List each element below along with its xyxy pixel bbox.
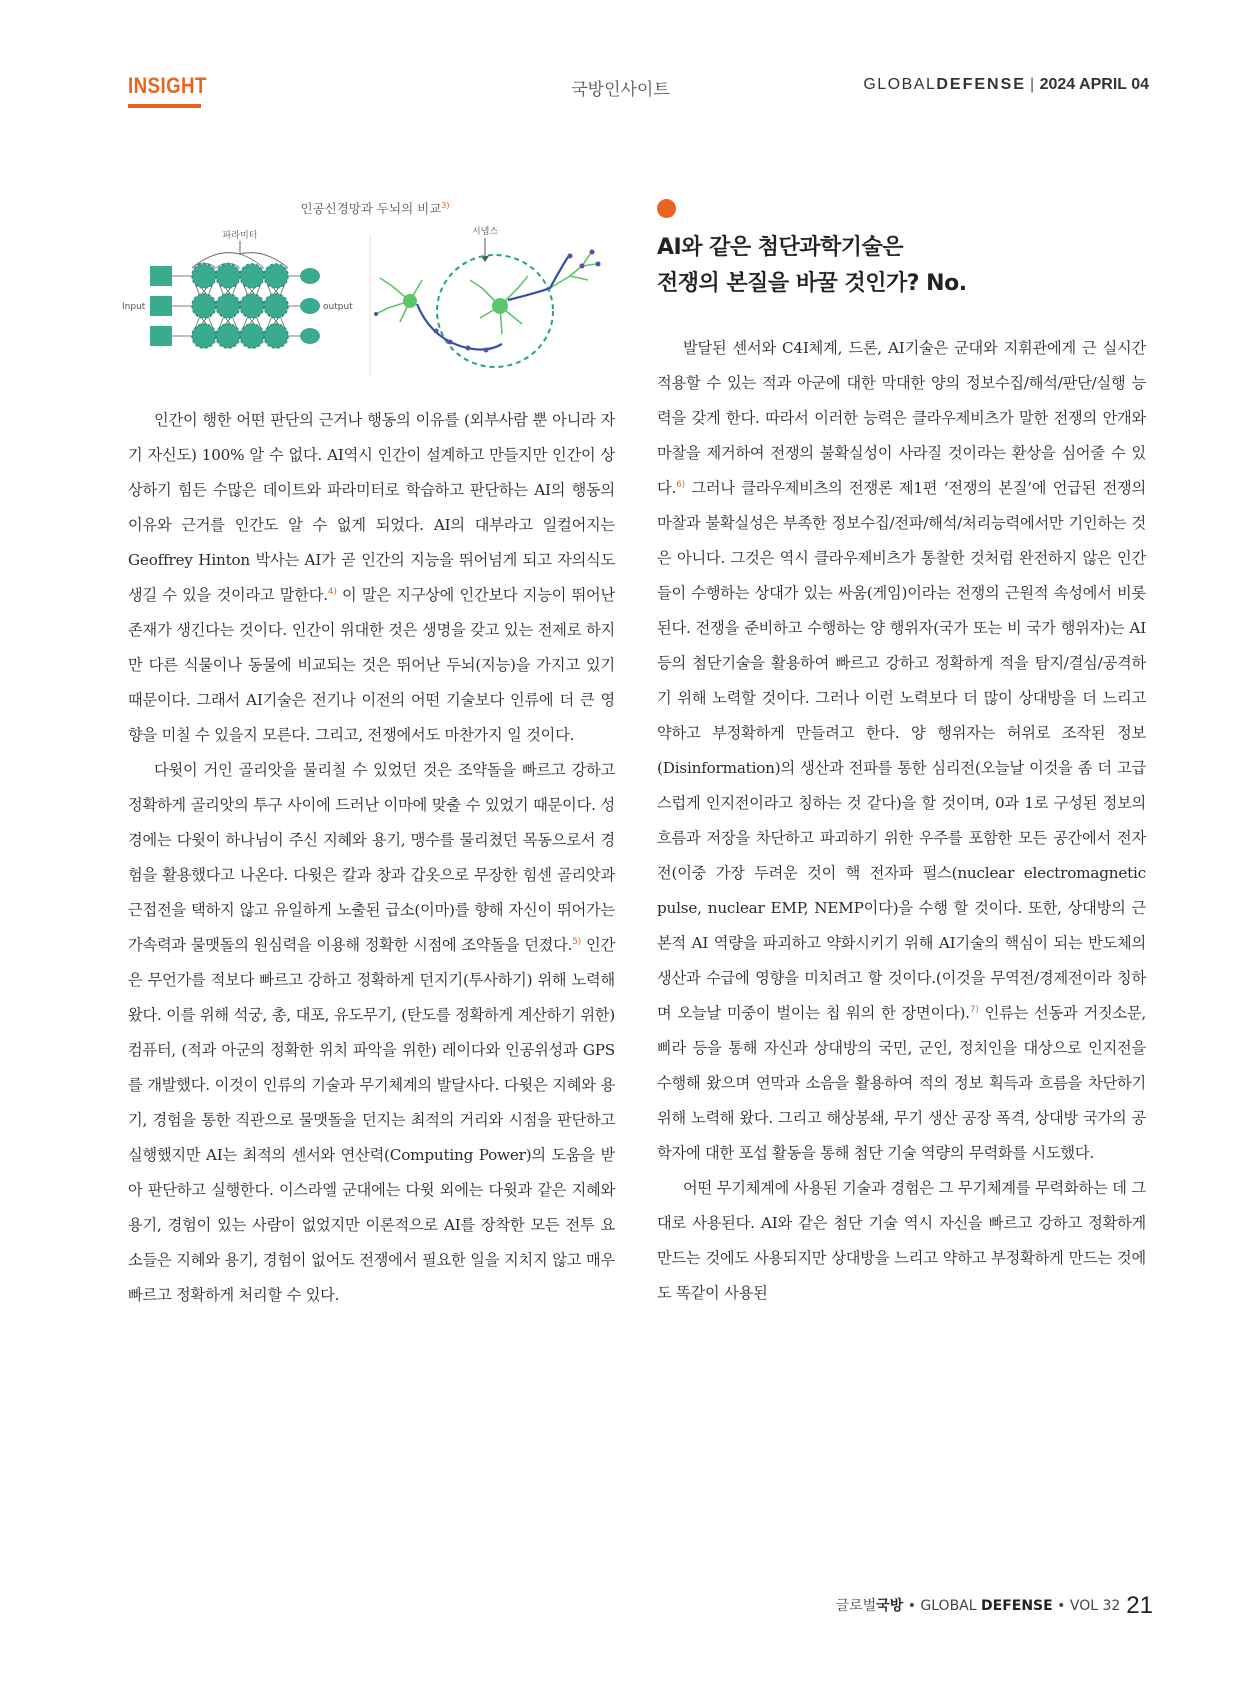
paragraph-text: 발달된 센서와 C4I체계, 드론, AI기술은 군대와 지휘관에게 근 실시간 적용할 수 있는 적과 아군에 대한 막대한 양의 정보수집/해석/판단/실행 능력을 갖게 한다. 따라서 이러한 능력은 클라우제비츠가 말한 전쟁의 안개와 마찰을 제거하여 전쟁의 불확실성이 사라질 것이라는 환상을 심어줄 수 있다. (657, 339, 1146, 497)
magazine-name-bold: DEFENSE (936, 76, 1026, 93)
paragraph-text: 이 말은 지구상에 인간보다 지능이 뛰어난 존재가 생긴다는 것이다. 인간이 위대한 것은 생명을 갖고 있는 전제로 하지만 다른 식물이나 동물에 비교되는 것은 뛰어난 두뇌(지능)을 가지고 있기 때문이다. 그래서 AI기술은 전기나 이전의 어떤 기술보다 인류에 더 큰 영향을 미칠 수 있을지 모른다. 그리고, 전쟁에서도 마찬가지 일 것이다. (128, 586, 615, 744)
volume-number: VOL 32 (1069, 1598, 1121, 1614)
section-heading (657, 230, 1157, 302)
paragraph-text: 인간은 무언가를 적보다 빠르고 강하고 정확하게 던지기(투사하기) 위해 노력해 왔다. 이를 위해 석궁, 총, 대포, 유도무기, (탄도를 정확하게 계산하기 위한) 컴퓨터, (적과 아군의 정확한 위치 파악을 위한) 레이다와 인공위성과 GPS를 개발했다. 이것이 인류의 기술과 무기체계의 발달사다. 다윗은 지혜와 용기, 경험을 통한 직관으로 물맷돌을 던지는 최적의 거리와 시점을 판단하고 실행했지만 AI는 최적의 센서와 연산력(Computing Power)의 도움을 받아 판단하고 실행한다. 이스라엘 군대에는 다윗 외에는 다윗과 같은 지혜와 용기, 경험이 있는 사람이 없었지만 이론적으로 AI를 장착한 모든 전투 요소들은 지혜와 용기, 경험이 없어도 전쟁에서 필요한 일을 지치지 않고 매우 빠르고 정확하게 처리할 수 있다. (128, 936, 615, 1304)
footer-global: GLOBAL (920, 1598, 977, 1614)
paragraph-text: 어떤 무기체계에 사용된 기술과 경험은 그 무기체계를 무력화하는 데 그대로 사용된다. AI와 같은 첨단 기술 역시 자신을 빠르고 강하고 정확하게 만드는 것에도 사용되지만 상대방을 느리고 약하고 부정확하게 만드는 것에도 똑같이 사용된 (657, 1179, 1146, 1302)
page-footer (836, 1592, 1153, 1620)
footer-defense: DEFENSE (981, 1598, 1053, 1614)
figure-caption-text: 인공신경망과 두뇌의 비교 (300, 201, 442, 216)
footer-bullet: • (1057, 1598, 1066, 1614)
right-paragraph-2 (657, 1171, 1146, 1311)
section-heading-line-2: 전쟁의 본질을 바꿀 것인가? No. (657, 271, 967, 296)
section-label: INSIGHT (128, 73, 207, 98)
paragraph-text: 그러나 클라우제비츠의 전쟁론 제1편 ‘전쟁의 본질’에 언급된 전쟁의 마찰과 불확실성은 부족한 정보수집/전파/해석/처리능력에서만 기인하는 것은 아니다. 그것은 역시 클라우제비츠가 통찰한 것처럼 완전하지 않은 인간들이 수행하는 상대가 있는 싸움(게임)이라는 전쟁의 근원적 속성에서 비롯된다. 전쟁을 준비하고 수행하는 양 행위자(국가 또는 비 국가 행위자)는 AI등의 첨단기술을 활용하여 빠르고 강하고 정확하게 적을 탐지/결심/공격하기 위해 노력할 것이다. 그러나 이런 노력보다 더 많이 상대방을 더 느리고 약하고 부정확하게 만들려고 한다. 양 행위자는 허위로 조작된 정보(Disinformation)의 생산과 전파를 통한 심리전(오늘날 이것을 좀 더 고급스럽게 인지전이라고 칭하는 것 같다)을 할 것이며, 0과 1로 구성된 정보의 흐름과 저장을 차단하고 파괴하기 위한 우주를 포함한 모든 공간에서 전자전(이중 가장 두려운 것이 핵 전자파 펄스(nuclear electromagnetic pulse, nuclear EMP, NEMP이다)을 수행 할 것이다. 또한, 상대방의 근본적 AI 역량을 파괴하고 약화시키기 위해 AI기술의 핵심이 되는 반도체의 생산과 수급에 영향을 미치려고 할 것이다.(이것을 무역전/경제전이라 칭하며 오늘날 미중이 벌이는 칩 워의 한 장면이다). (657, 479, 1146, 1022)
publication-kr-light: 글로벌 (835, 1598, 877, 1614)
section-bullet-dot (657, 199, 676, 218)
footnote-ref: 4) (327, 586, 337, 597)
publication-kr-bold: 국방 (876, 1598, 904, 1614)
magazine-name-light: GLOBAL (863, 76, 937, 93)
running-title: 국방인사이트 (571, 80, 670, 100)
synapse-label: 시냅스 (471, 227, 499, 237)
section-label-underline (128, 104, 201, 108)
footer-bullet: • (907, 1598, 916, 1614)
footnote-ref: 7) (969, 1004, 979, 1015)
footnote-ref: 6) (676, 479, 685, 490)
header-separator: | (1029, 76, 1036, 93)
figure-caption-ref: 3) (441, 200, 450, 210)
left-paragraph-1 (128, 403, 615, 753)
paragraph-text: 다윗이 거인 골리앗을 물리칠 수 있었던 것은 조약돌을 빠르고 강하고 정확하게 골리앗의 투구 사이에 드러난 이마에 맞출 수 있었기 때문이다. 성경에는 다윗이 하나님이 주신 지혜와 용기, 맹수를 물리쳤던 목동으로서 경험을 활용했다고 나온다. 다윗은 칼과 창과 갑옷으로 무장한 힘센 골리앗과 근접전을 택하지 않고 유일하게 노출된 급소(이마)를 향해 자신이 뛰어가는 가속력과 물맷돌의 원심력을 이용해 정확한 시점에 조약돌을 던졌다. (128, 761, 615, 954)
section-heading-line-1: AI와 같은 첨단과학기술은 (657, 235, 904, 260)
paragraph-text: 인류는 선동과 거짓소문, 삐라 등을 통해 자신과 상대방의 국민, 군인, 정치인을 대상으로 인지전을 수행해 왔으며 연막과 소음을 활용하여 적의 정보 획득과 흐름을 차단하기 위해 노력해 왔다. 그리고 해상봉쇄, 무기 생산 공장 폭격, 상대방 국가의 공학자에 대한 포섭 활동을 통해 첨단 기술 역량의 무력화를 시도했다. (657, 1004, 1146, 1162)
footnote-ref: 5) (572, 936, 582, 947)
right-column (657, 331, 1146, 1311)
neural-network-diagram (122, 229, 353, 348)
page-number: 21 (1126, 1592, 1153, 1619)
neuron-synapse-diagram (374, 225, 601, 367)
input-label: Input (122, 302, 146, 312)
right-paragraph-1 (657, 331, 1146, 1171)
magazine-issue (863, 76, 1149, 94)
output-label: output (323, 302, 353, 312)
paragraph-text: 인간이 행한 어떤 판단의 근거나 행동의 이유를 (외부사람 뿐 아니라 자기 자신도) 100% 알 수 없다. AI역시 인간이 설계하고 만들지만 인간이 상상하기 힘든 수많은 데이트와 파라미터로 학습하고 판단하는 AI의 행동의 이유와 근거를 인간도 알 수 없게 되었다. AI의 대부라고 일컬어지는 Geoffrey Hinton 박사는 AI가 곧 인간의 지능을 뛰어넘게 되고 자의식도 생길 수 있을 것이라고 말한다. (128, 411, 615, 604)
left-column (128, 403, 615, 1313)
left-paragraph-2 (128, 753, 615, 1313)
issue-date: 2024 APRIL 04 (1039, 76, 1149, 93)
parameter-label: 파라미터 (222, 231, 258, 241)
neural-network-vs-brain-figure (122, 196, 620, 388)
